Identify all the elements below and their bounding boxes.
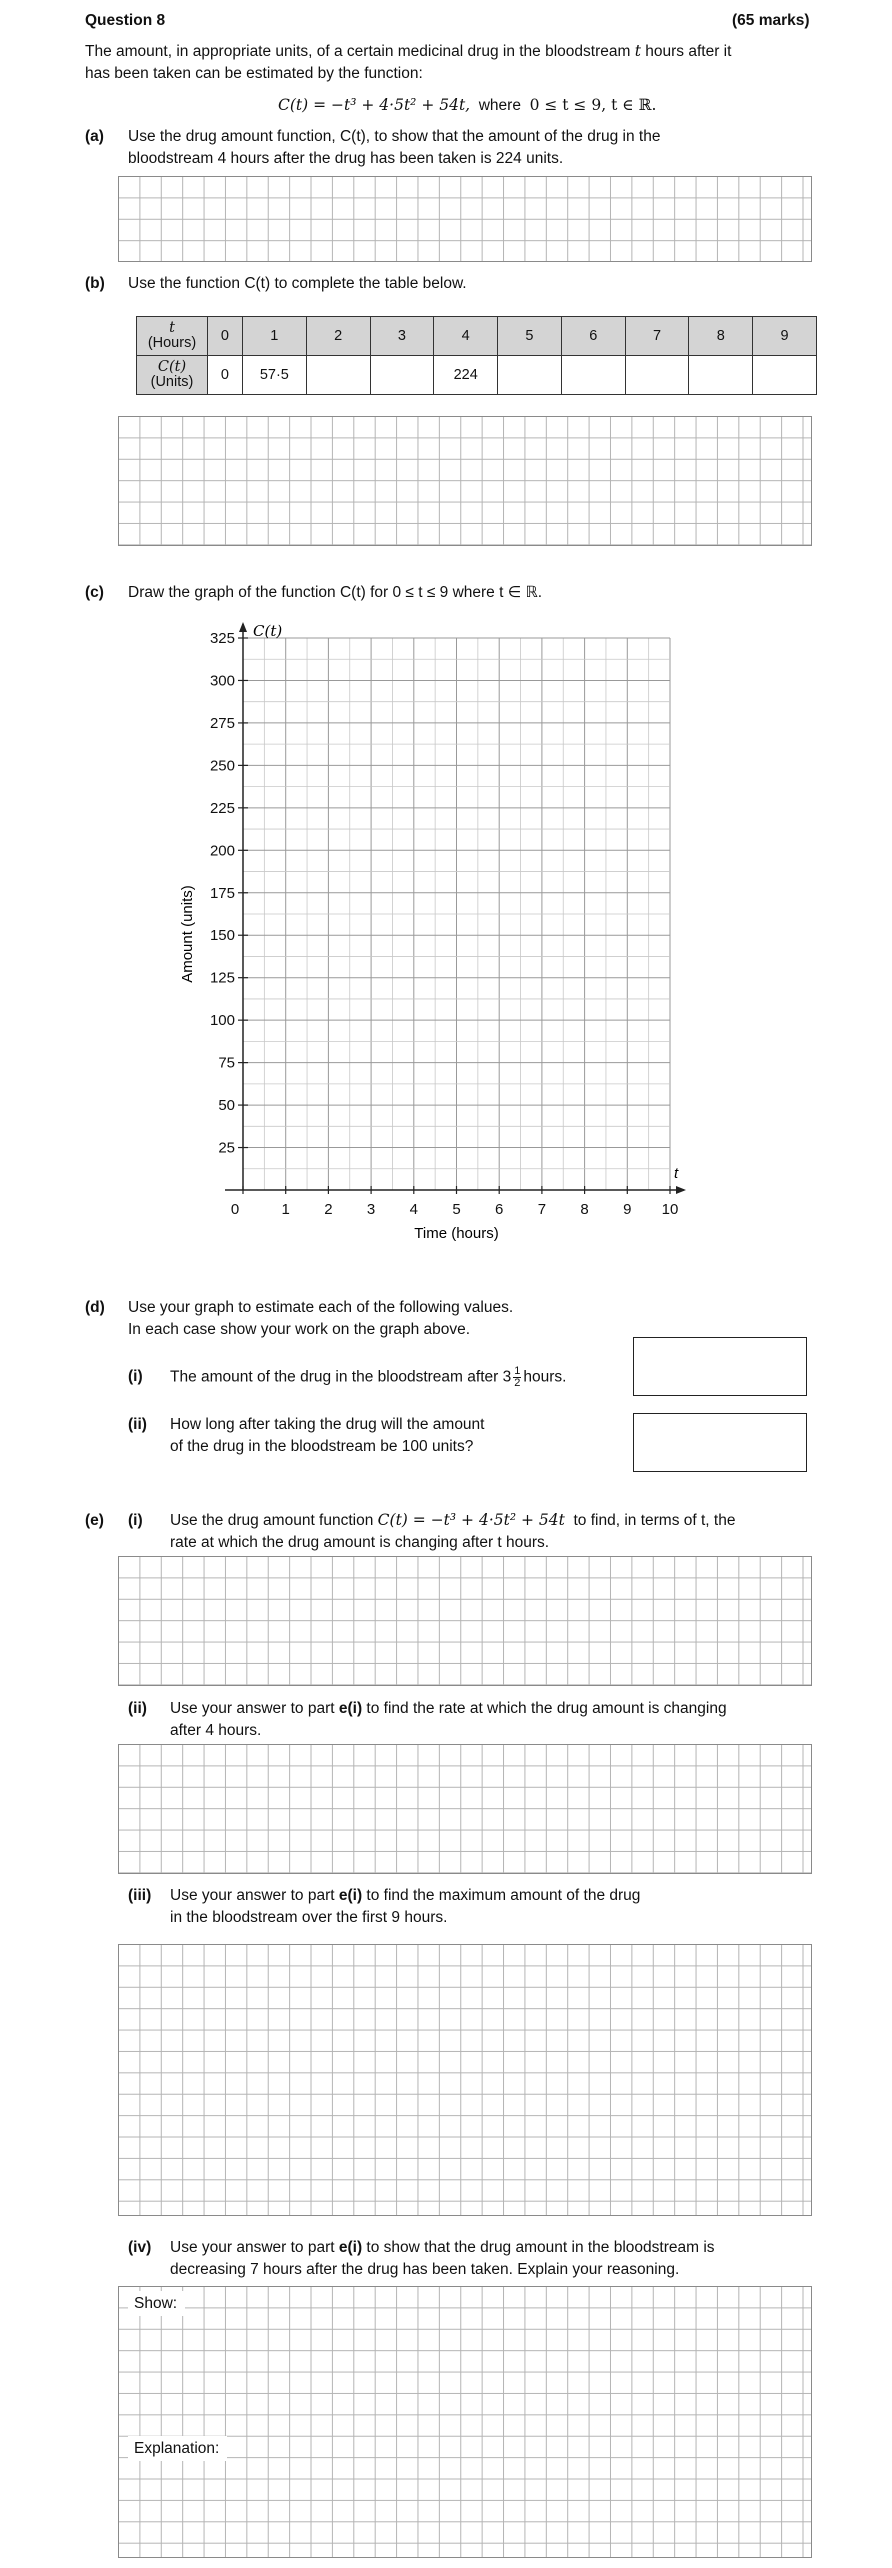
y-tick-label: 275 [209,714,235,732]
show-label: Show: [128,2291,185,2316]
x-axis-arrow [676,1186,686,1194]
x-tick-label: 7 [537,1201,547,1218]
explanation-label: Explanation: [128,2436,227,2461]
part-a-line-1: Use the drug amount function, C(t), to show that the amount of the drug in the [128,128,661,145]
part-c-label: (c) [85,584,104,601]
part-d-line-2: In each case show your work on the graph above. [128,1321,471,1338]
part-e-ii-line-2: after 4 hours. [170,1722,262,1739]
x-tick-label: 3 [366,1201,376,1218]
c-header-cell: C(t) (Units) [137,356,208,395]
y-tick-label: 25 [218,1139,235,1157]
y-tick-label: 75 [218,1054,235,1072]
part-d-ii-label: (ii) [128,1416,147,1433]
part-e-iv-label: (iv) [128,2239,152,2256]
x-tick-label: 2 [324,1201,333,1218]
part-b-label: (b) [85,275,105,292]
question-marks: (65 marks) [732,12,810,29]
c-cell[interactable]: 57·5 [242,356,306,395]
part-e-ii-answer-grid[interactable] [118,1744,812,1874]
x-tick-label: 0 [230,1201,240,1218]
part-b-text: Use the function C(t) to complete the table below. [128,275,467,292]
part-d-ii-answer-box[interactable] [633,1413,807,1472]
part-e-ii-line-1: Use your answer to part e(i) to find the rate at which the drug amount is changing [170,1700,727,1717]
part-e-iii-label: (iii) [128,1887,152,1904]
y-axis-label: Amount (units) [179,885,196,983]
t-cell: 9 [753,317,817,356]
part-e-i-answer-grid[interactable] [118,1556,812,1686]
y-tick-label: 300 [209,672,235,690]
x-tick-label: 8 [580,1201,589,1218]
t-cell: 4 [434,317,498,356]
y-tick-label: 150 [209,927,235,945]
x-tick-label: 5 [452,1201,461,1218]
y-axis-symbol: C(t) [253,622,283,640]
y-tick-label: 200 [209,842,235,860]
part-e-iii-answer-grid[interactable] [118,1944,812,2216]
part-e-iii-line-1: Use your answer to part e(i) to find the maximum amount of the drug [170,1887,641,1904]
y-tick-label: 250 [209,757,235,775]
part-e-i-line-1: Use the drug amount function C(t) = −t³ + 4·5t² + 54t to find, in terms of t, the [170,1511,736,1529]
part-e-iv-line-2: decreasing 7 hours after the drug has been taken. Explain your reasoning. [170,2261,680,2278]
part-d-line-1: Use your graph to estimate each of the following values. [128,1299,514,1316]
part-e-i-label: (i) [128,1512,143,1529]
t-cell: 2 [306,317,370,356]
intro-line-1: The amount, in appropriate units, of a certain medicinal drug in the bloodstream t hours after it [85,42,732,60]
function-formula: C(t) = −t³ + 4·5t² + 54t, where 0 ≤ t ≤ 9, t ∈ ℝ. [278,96,657,114]
part-e-i-line-2: rate at which the drug amount is changing after t hours. [170,1534,550,1551]
part-e-iv-line-1: Use your answer to part e(i) to show that the drug amount in the bloodstream is [170,2239,715,2256]
y-tick-label: 50 [218,1097,235,1115]
x-tick-label: 1 [281,1201,290,1218]
t-cell: 6 [561,317,625,356]
c-cell[interactable]: 224 [434,356,498,395]
part-d-i-label: (i) [128,1368,143,1385]
t-cell: 1 [242,317,306,356]
part-d-i-text: The amount of the drug in the bloodstream after 3 $\frac{1}{2}$ hours. [170,1365,567,1389]
part-a-line-2: bloodstream 4 hours after the drug has been taken is 224 units. [128,150,564,167]
x-axis-symbol: t [674,1165,679,1182]
part-d-ii-line-2: of the drug in the bloodstream be 100 units? [170,1438,474,1455]
t-cell: 3 [370,317,434,356]
x-tick-label: 9 [623,1201,632,1218]
t-cell: 7 [625,317,689,356]
part-e-ii-label: (ii) [128,1700,147,1717]
intro-line-2: has been taken can be estimated by the function: [85,65,423,82]
y-axis-arrow [239,622,247,632]
c-cell[interactable]: 0 [207,356,242,395]
x-tick-label: 10 [661,1201,679,1218]
part-d-i-answer-box[interactable] [633,1337,807,1396]
graph-chart[interactable] [0,0,892,1260]
t-cell: 0 [207,317,242,356]
y-tick-label: 325 [209,630,235,647]
x-tick-label: 6 [495,1201,504,1218]
part-d-ii-line-1: How long after taking the drug will the amount [170,1416,485,1433]
x-axis-label: Time (hours) [414,1225,499,1242]
t-cell: 5 [498,317,562,356]
y-tick-label: 225 [209,799,235,817]
part-c-text: Draw the graph of the function C(t) for 0 ≤ t ≤ 9 where t ∈ ℝ. [128,584,543,601]
t-cell: 8 [689,317,753,356]
part-e-iv-answer-grid[interactable] [118,2286,812,2558]
part-d-label: (d) [85,1299,105,1316]
x-tick-label: 4 [409,1201,418,1218]
question-title: Question 8 [85,12,166,29]
y-tick-label: 175 [209,884,235,902]
part-a-label: (a) [85,128,104,145]
t-header-cell: t (Hours) [137,317,208,356]
part-e-label: (e) [85,1512,104,1529]
y-tick-label: 100 [209,1012,235,1030]
part-e-iii-line-2: in the bloodstream over the first 9 hours. [170,1909,448,1926]
y-tick-label: 125 [209,969,235,987]
